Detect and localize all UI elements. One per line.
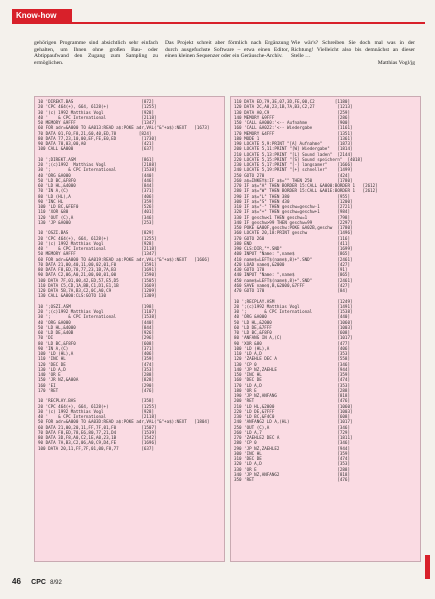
page-number: 46 <box>12 577 21 586</box>
page-edge-marker <box>425 555 430 579</box>
listing-box-right <box>230 96 421 562</box>
intro-column-3-text: Wie wär's? Schreiben Sie doch mal was in der Richtung! Vielleicht also bis demnächst an dieser Stelle … <box>291 40 415 60</box>
intro-column-2: Das Projekt schreit aber förmlich nach Ergänzung durch ausgefuchste Software – etwa einen Editor, einen kleinen Sequenzer oder ein Geräusche-Archiv. <box>165 40 289 60</box>
issue-number: 8/92 <box>50 580 62 586</box>
listing-right: 110 DATA ED,79,3E,07,3D,FE,00,C2 [1180] 120 DATA 2C,A0,23,1B,7A,B3,C2,27 [1213] 130 DATA A0,C9 [259] 140 MEMORY &9FFF [286] 150 'CALL &A000:'<-- Aufnahme [900] 160 'CALL &A022:'<-- Wiedergabe [1161] 170 MEMORY &4FFF [1351] 180 MODE 1 [1361] 190 LOCATE 5,9:PRINT "[A] Aufnahme" [1873] 200 LOCATE 5,11:PRINT "[W] Wiedergabe" [1814] 210 LOCATE 5,13:PRINT "[L] Sound laden" [2144] 220 LOCATE 5,15:PRINT "[S] Sound speichern" [4018] 230 LOCATE 5,17:PRINT "[-] langsamer" [1666] 240 LOCATE 5,19:PRINT "[+] schneller" [1499] 250 GOTO 270 [424] 260 a$=INKEY$:IF a$="" THEN 250 [1780] 270 IF a$="A" THEN BORDER 15:CALL &A000:BORDER 1 [2612] 280 IF a$="W" THEN BORDER 15:CALL &A01E:BORDER 1 [2612] 290 IF a$="L" THEN 380 [955] 300 IF a$="S" THEN 430 [1200] 310 IF a$="-" THEN geschw=geschw-1 [2721] 320 IF a$="+" THEN geschw=geschw+1 [984] 330 IF geschw<1 THEN geschw=1 [798] 340 IF geschw>99 THEN geschw=99 [2297] 350 POKE &A00F,geschw:POKE &A02B,geschw [1780] 360 LOCATE 20,18:PRINT geschw [1496] 370 GOTO 260 [116] 380 END [411] 390 CLS:DIR,"*.SND" [1699] 400 INPUT "Name: ",name$ [865] 410 name$=LEFT$(name$,8)+".SND" [2461] 420 LOAD name$,&2000 [427] 430 GOTO 170 [91] 440 INPUT "Name: ",name$ [865] 450 name$=LEFT$(name$,8)+".SND" [2461] 460 SAVE name$,B,&2000,&7FFF [427] 470 GOTO 170 [84] 10 ';RECPLAY.ASM [1249] 20 ';(c)1992 Matthias Vogl [1491] 30 '; & CPC International [1538] 40 'ORG &A000 [440] 50 'LD HL,&2000 [1060] 60 'LD DE,&7FFF [1003] 70 'LD BC,&F8F0 [608] 80 'ANFANG IN A,(C) [1017] 90 'XOR &80 [477] 100 'LD (HL),A [406] 110 'LD A,D [353] 120 'ZAEHLE DEC A [558] 130 'CP 0 [346] 140 'JP NZ,ZAEHLE [944] 150 'INC HL [359] 160 'DEC DE [474] 170 'LD A,D [353] 180 'OR E [288] 190 'JP NZ,ANFANG [818] 200 'RET [476] 210 'LD HL,&2000 [1060] 220 'LD DE,&7FFF [1003] 230 'LD BC,&F4C0 [608] 240 'ANFANG2 LD A,(HL) [1017] 250 'OUT (C),A [346] 260 'LD A,7 [729] 270 'ZAEHLE2 DEC A [1811] 280 'CP 0 [346] 290 'JP NZ,ZAEHLE2 [944] 300 'INC HL [359] 310 'DEC DE [474] 320 'LD A,D [353] 330 'OR E [288] 340 'JP NZ,ANFANG2 [818] 350 'RET [476] <box>234 99 378 482</box>
author-signature: Matthias Vogl/jg <box>377 59 415 66</box>
intro-column-3 <box>291 40 415 66</box>
page-footer <box>12 577 62 586</box>
listing-left: 10 'DIREKT.BAS [872] 20 'CPC 464(+), 664, 6128(+) [1255] 30 '(c) 1992 Matthias Vogl [928] 40 ' & CPC International [2118] 50 MEMORY &9FFF [1347] 60 FOR adr=&A000 TO &A013:READ a$:POKE adr,VAL("&"+a$):NEXT [1673] 70 DATA 01,F0,F8,21,60,40,ED,78 [824] 80 DATA 77,23,10,00,EF,FE,E0,ED [1730] 90 DATA 78,03,00,A0 [421] 100 CALL &A000 [637] 10 ';DIREKT.ASM [861] 20 ';(c)1992 Matthias Vogl [2188] 30 '; & CPC International [1538] 40 'ORG &A000 [440] 50 'LD BC,&F8F0 [446] 60 'LD HL,&4000 [844] 70 'IN A,(C) [371] 80 'LD (HL),A [406] 90 'INC HL [359] 100 'LD BC,&FEF0 [526] 110 'XOR &80 [401] 120 'OUT (C),A [346] 130 'JP &A000 [253] 10 'OSZI.BAS [829] 20 'CPC 464(+), 664, 6128(+) [1255] 30 '(c) 1992 Matthias Vogl [928] 40 ' & CPC International [2118] 50 MEMORY &9FFF [1347] 60 FOR adr=&A000 TO &A019:READ a$:POKE adr,VAL("&"+a$):NEXT [1666] 70 DATA 21,00,40,11,00,02,01,F0 [1591] 80 DATA F8,ED,78,77,23,1B,7A,B3 [1691] 90 DATA C2,06,A0,21,00,00,01,00 [1590] 100 DATA 7F,01,00,42,ED,57,E5,D5 [1505] 110 DATA C5,CD,1A,BB,C1,D1,E1,1B [1669] 120 DATA 5B,7A,B3,C2,0C,A0,C9 [1209] 130 CALL &A000:CLS:GOTO 130 [1309] 10 ';OSZI.ASM [198] 20 ';(c)1992 Matthias Vogl [1107] 30 '; & CPC International [1538] 40 'ORG &A000 [440] 50 'LD HL,&4000 [844] 60 'LD DE,&40B [926] 70 'DI [296] 80 'LD BC,&F8F0 [608] 90 'IN A,(C) [371] 100 'LD (HL),A [406] 110 'INC HL [359] 120 'DEC DE [474] 130 'LD A,D [353] 140 'OR E [288] 150 'JR NZ,&A00A [828] 160 'EI [290] 170 'RET [476] 10 'RECPLAY.BAS [358] 20 'CPC 464(+), 664, 6128(+) [1255] 30 '(c) 1992 Matthias Vogl [928] 40 ' & CPC International [2118] 50 FOR adr=&A000 TO &A03D:READ a$:POKE adr,VAL("&"+a$):NEXT [1804] 60 DATA 21,00,20,11,FF,7F,01,F0 [1507] 70 DATA F8,ED,78,E6,80,77,21,D4 [1539] 80 DATA 3D,F8,A0,C2,1E,A0,23,1B [1542] 90 DATA 7A,B3,C2,06,A0,C9,D4,FE [1696] 100 DATA 20,11,FF,7F,01,00,F8,77 [637] <box>38 99 210 451</box>
listing-box-left <box>34 96 225 562</box>
header-rule <box>12 22 425 24</box>
intro-column-1: gehörigen Programme sind absichtlich sehr einfach gehalten, um Ihnen ohne großen Bau- oder Abtippaufwand den Zugang zum Sampling zu ermöglichen. <box>34 40 158 66</box>
section-header: Know-how <box>12 9 72 23</box>
magazine-name: CPC <box>31 579 46 586</box>
